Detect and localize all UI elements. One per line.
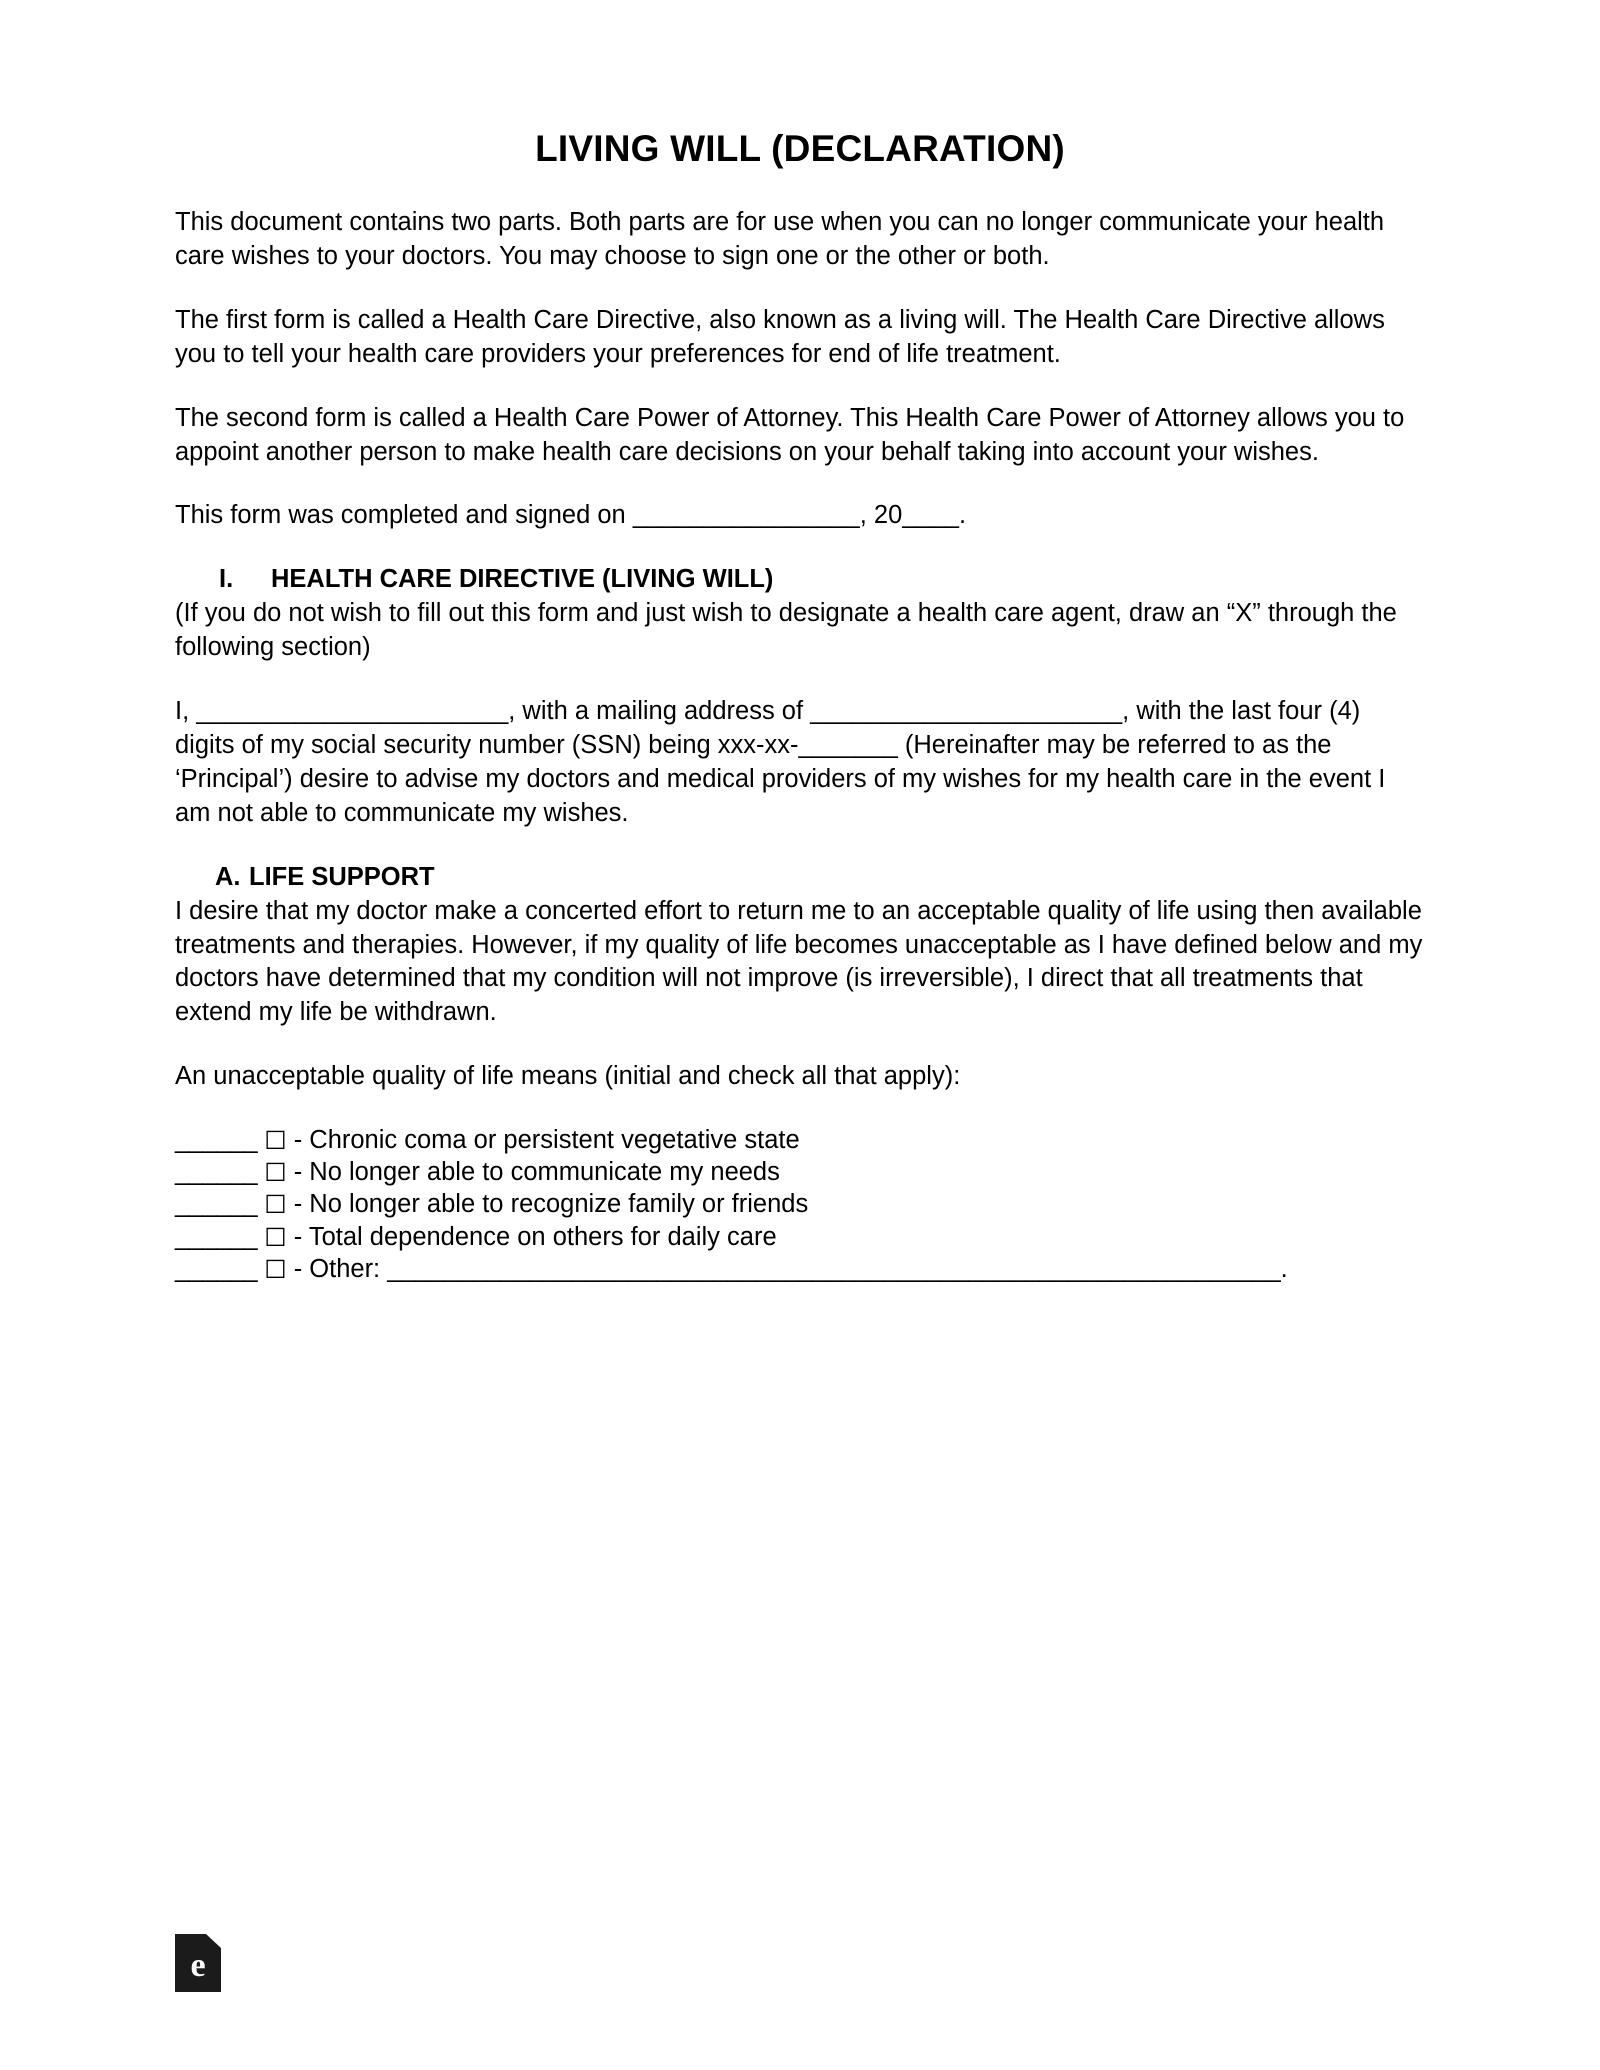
section-one-title: HEALTH CARE DIRECTIVE (LIVING WILL) xyxy=(271,565,774,594)
subsection-a-label: A. xyxy=(215,862,241,891)
checkbox-icon[interactable]: ☐ xyxy=(264,1159,287,1188)
eforms-logo-icon xyxy=(175,1934,221,1992)
initial-blank-4[interactable]: ______ xyxy=(175,1222,258,1251)
initial-blank-3[interactable]: ______ xyxy=(175,1190,258,1219)
section-one-heading xyxy=(175,563,1425,597)
intro-paragraph-3: The second form is called a Health Care Power of Attorney. This Health Care Power of Attorney allows you to appoint another person to make health care decisions on your behalf taking into account your wishes. xyxy=(175,403,1405,466)
option-row-2[interactable] xyxy=(175,1156,1425,1188)
intro-paragraph-2: The first form is called a Health Care Directive, also known as a living will. The Health Care Directive allows you to tell your health care providers your preferences for end of life treatment. xyxy=(175,305,1385,368)
logo-letter: e xyxy=(190,1947,206,1984)
initial-blank-1[interactable]: ______ xyxy=(175,1126,258,1155)
initial-blank-5[interactable]: ______ xyxy=(175,1254,258,1283)
option-row-4[interactable] xyxy=(175,1221,1425,1253)
option-row-5[interactable] xyxy=(175,1253,1425,1285)
page-title: LIVING WILL (DECLARATION) xyxy=(535,128,1065,169)
intro-paragraph-1: This document contains two parts. Both parts are for use when you can no longer communicate your health care wishes to your doctors. You may choose to sign one or the other or both. xyxy=(175,208,1385,270)
option-label-4: - Total dependence on others for daily care xyxy=(293,1222,777,1251)
checkbox-icon[interactable]: ☐ xyxy=(264,1223,287,1252)
option-row-3[interactable] xyxy=(175,1188,1425,1220)
section-one-number: I. xyxy=(219,565,234,594)
option-label-3: - No longer able to recognize family or friends xyxy=(293,1190,809,1219)
checkbox-icon[interactable]: ☐ xyxy=(264,1191,287,1220)
option-row-1[interactable] xyxy=(175,1124,1425,1156)
option-label-5: - Other: _______________________________________________________________. xyxy=(293,1254,1288,1283)
subsection-a-title: LIFE SUPPORT xyxy=(249,862,435,891)
section-one-note: (If you do not wish to fill out this form and just wish to designate a health care agent, draw an “X” through the following section) xyxy=(175,599,1397,662)
option-label-2: - No longer able to communicate my needs xyxy=(293,1158,780,1187)
option-label-1: - Chronic coma or persistent vegetative state xyxy=(293,1126,800,1155)
initial-blank-2[interactable]: ______ xyxy=(175,1158,258,1187)
subsection-a-body: I desire that my doctor make a concerted effort to return me to an acceptable quality of life using then available treatments and therapies. However, if my quality of life becomes unacceptable as I have defined below and my doctors have determined that my condition will not improve (is irreversible), I direct that all treatments that extend my life be withdrawn. xyxy=(175,896,1423,1027)
completion-signature-line: This form was completed and signed on ________________, 20____. xyxy=(175,501,967,530)
quality-of-life-instruction: An unacceptable quality of life means (initial and check all that apply): xyxy=(175,1062,961,1091)
subsection-a-heading xyxy=(175,861,1425,895)
principal-identification-paragraph: I, ______________________, with a mailing address of ______________________, with the last four (4) digits of my social security number (SSN) being xxx-xx-_______ (Hereinafter may be referred to as the ‘Principal’) desire to advise my doctors and medical providers of my wishes for my health care in the event I am not able to communicate my wishes. xyxy=(175,697,1386,827)
checkbox-icon[interactable]: ☐ xyxy=(264,1255,287,1284)
checkbox-icon[interactable]: ☐ xyxy=(264,1127,287,1156)
